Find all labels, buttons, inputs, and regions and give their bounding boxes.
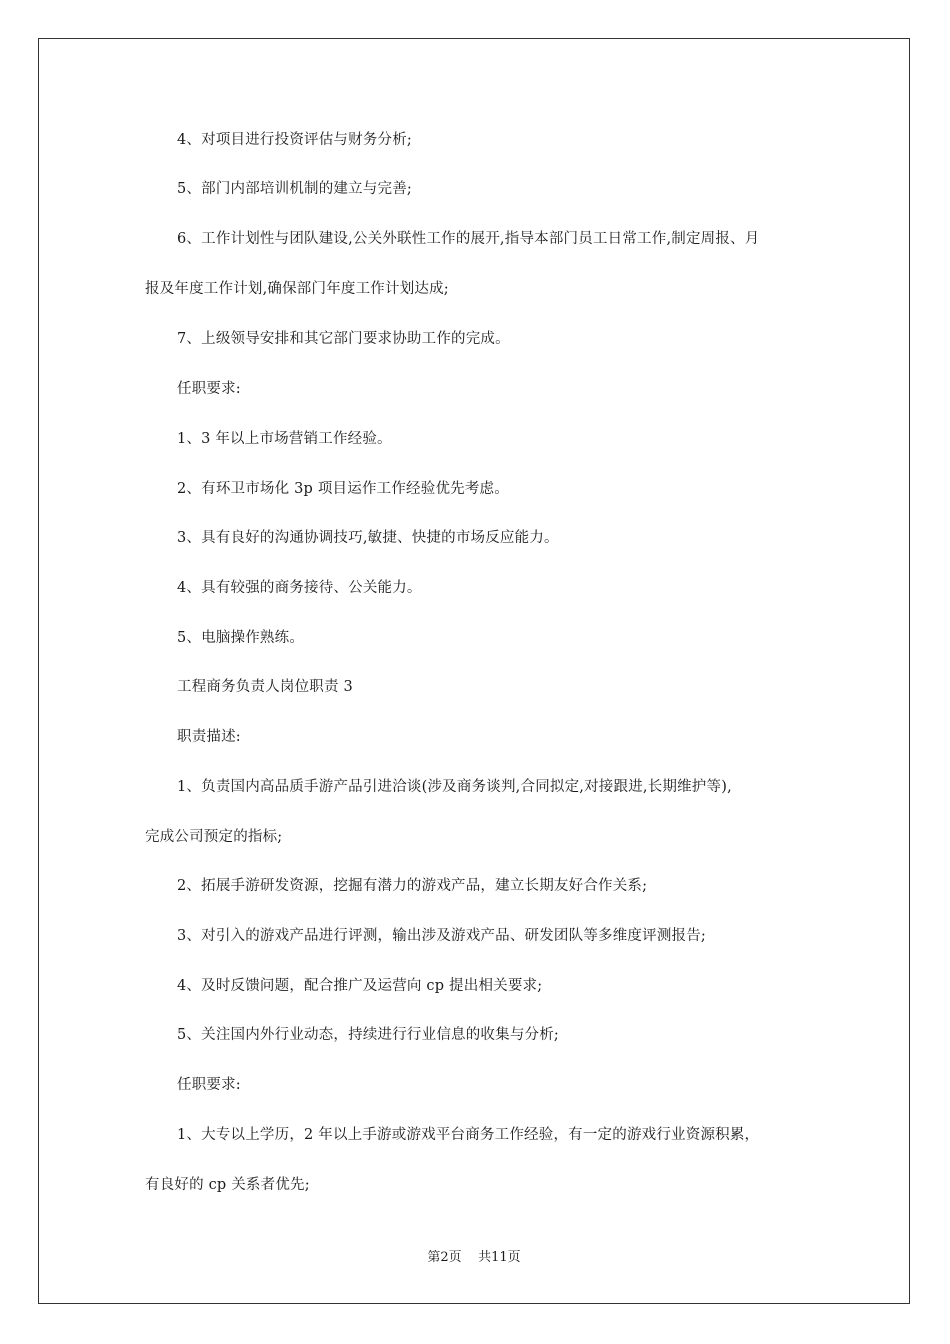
document-body <box>39 39 909 1303</box>
paragraph-line: 2、拓展手游研发资源，挖掘有潜力的游戏产品，建立长期友好合作关系; <box>177 878 648 894</box>
paragraph-line: 3、对引入的游戏产品进行评测，输出涉及游戏产品、研发团队等多维度评测报告; <box>177 928 707 944</box>
section-heading: 职责描述: <box>177 729 241 745</box>
paragraph-line: 1、3 年以上市场营销工作经验。 <box>177 431 392 447</box>
page-frame <box>38 38 910 1304</box>
paragraph-line: 5、电脑操作熟练。 <box>177 630 305 646</box>
paragraph-line: 4、对项目进行投资评估与财务分析; <box>177 132 413 148</box>
paragraph-line: 5、部门内部培训机制的建立与完善; <box>177 181 413 197</box>
page-footer: 第2页 共11页 <box>427 1250 521 1265</box>
paragraph-line: 4、具有较强的商务接待、公关能力。 <box>177 580 422 596</box>
paragraph-line: 1、负责国内高品质手游产品引进洽谈(涉及商务谈判,合同拟定,对接跟进,长期维护等), <box>177 779 732 795</box>
paragraph-line: 5、关注国内外行业动态，持续进行行业信息的收集与分析; <box>177 1027 560 1043</box>
paragraph-line: 3、具有良好的沟通协调技巧,敏捷、快捷的市场反应能力。 <box>177 530 559 546</box>
section-title: 工程商务负责人岗位职责 3 <box>177 679 353 695</box>
paragraph-line: 7、上级领导安排和其它部门要求协助工作的完成。 <box>177 331 510 347</box>
section-heading: 任职要求: <box>177 1077 241 1093</box>
paragraph-line: 6、工作计划性与团队建设,公关外联性工作的展开,指导本部门员工日常工作,制定周报、月 <box>177 231 760 247</box>
paragraph-line: 4、及时反馈问题，配合推广及运营向 cp 提出相关要求; <box>177 978 543 994</box>
paragraph-line: 2、有环卫市场化 3p 项目运作工作经验优先考虑。 <box>177 481 509 497</box>
paragraph-line: 完成公司预定的指标; <box>145 829 283 845</box>
section-heading: 任职要求: <box>177 381 241 397</box>
paragraph-line: 1、大专以上学历，2 年以上手游或游戏平台商务工作经验，有一定的游戏行业资源积累， <box>177 1127 760 1143</box>
paragraph-line: 有良好的 cp 关系者优先; <box>145 1177 310 1193</box>
paragraph-line: 报及年度工作计划,确保部门年度工作计划达成; <box>145 281 449 297</box>
